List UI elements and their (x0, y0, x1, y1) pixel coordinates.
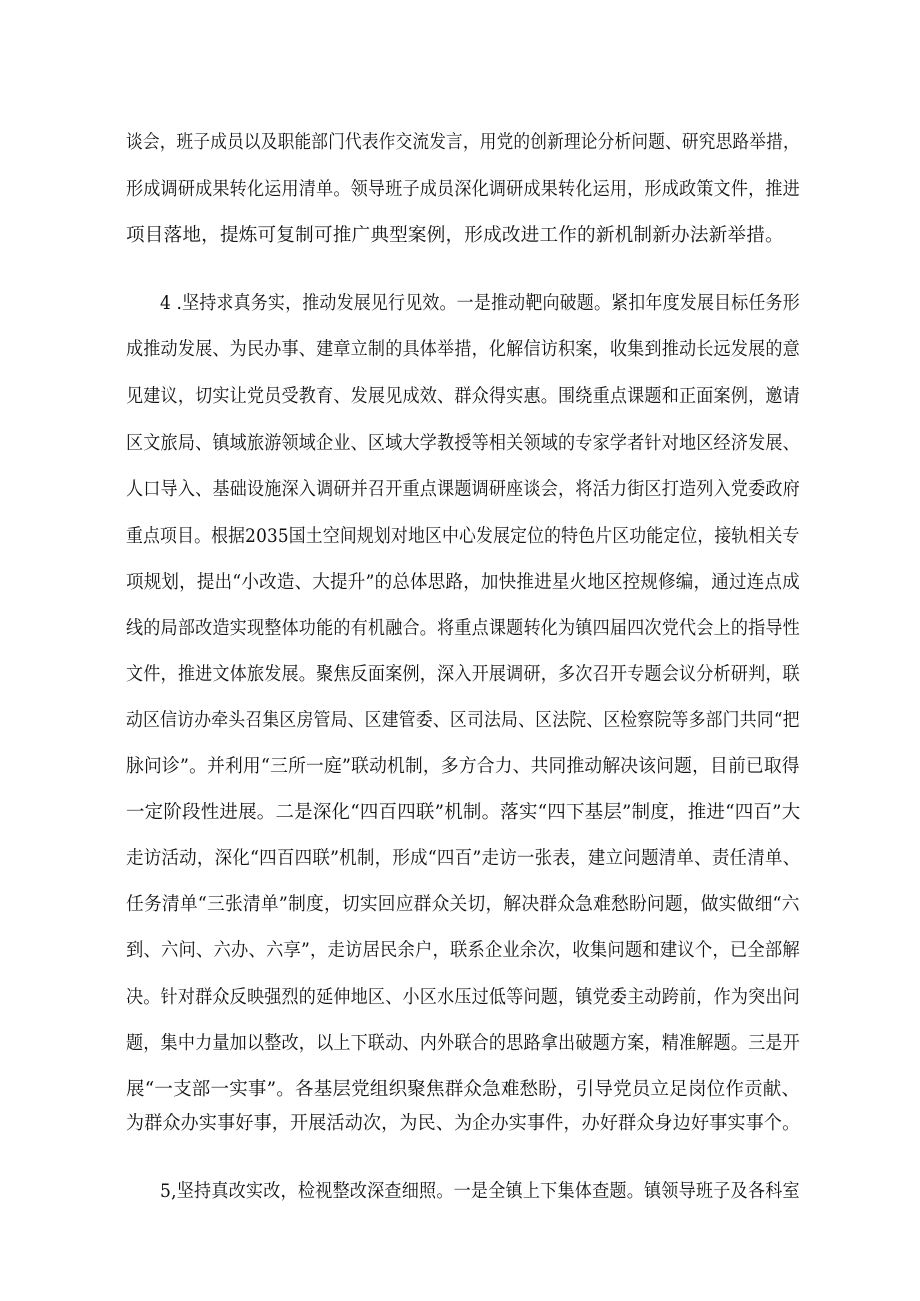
text-line: 题，集中力量加以整改，以上下联动、内外联合的思路拿出破题方案，精准解题。三是开 (126, 1033, 800, 1054)
text-line: 项目落地，提炼可复制可推广典型案例，形成改进工作的新机制新办法新举措。 (126, 225, 784, 246)
text-line: 区文旅局、镇域旅游领域企业、区域大学教授等相关领域的专家学者针对地区经济发展、 (126, 433, 800, 454)
text-line: 5,坚持真改实改，检视整改深查细照。一是全镇上下集体查题。镇领导班子及各科室 (160, 1181, 800, 1202)
text-line: 脉问诊”。并利用“三所一庭”联动机制，多方合力、共同推动解决该问题，目前已取得 (126, 756, 800, 777)
text-line: 展“一支部一实事”。各基层党组织聚焦群众急难愁盼，引导党员立足岗位作贡献、 (126, 1079, 801, 1100)
text-line: 一定阶段性进展。二是深化“四百四联”机制。落实“四下基层”制度，推进“四百”大 (126, 802, 801, 823)
text-line: 重点项目。根据2035国土空间规划对地区中心发展定位的特色片区功能定位，接轨相关专 (126, 526, 800, 547)
text-line: 谈会，班子成员以及职能部门代表作交流发言，用党的创新理论分析问题、研究思路举措， (126, 132, 800, 153)
text-line: 文件，推进文体旅发展。聚焦反面案例，深入开展调研，多次召开专题会议分析研判，联 (126, 664, 800, 685)
text-line: 动区信访办牵头召集区房管局、区建管委、区司法局、区法院、区检察院等多部门共同“把 (126, 710, 800, 731)
text-line: 走访活动，深化“四百四联”机制，形成“四百”走访一张表，建立问题清单、责任清单、 (126, 848, 801, 869)
text-line: 为群众办实事好事，开展活动次，为民、为企办实事件，办好群众身边好事实事个。 (126, 1113, 801, 1134)
text-line: 人口导入、基础设施深入调研并召开重点课题调研座谈会，将活力街区打造列入党委政府 (126, 479, 800, 500)
text-line: 任务清单“三张清单”制度，切实回应群众关切，解决群众急难愁盼问题，做实做细“六 (126, 894, 800, 915)
text-line: 线的局部改造实现整体功能的有机融合。将重点课题转化为镇四届四次党代会上的指导性 (126, 618, 800, 639)
text-line: 4 .坚持求真务实，推动发展见行见效。一是推动靶向破题。紧扣年度发展目标任务形 (160, 293, 800, 314)
text-line: 项规划，提出“小改造、大提升”的总体思路，加快推进星火地区控规修编，通过连点成 (126, 572, 800, 593)
text-line: 形成调研成果转化运用清单。领导班子成员深化调研成果转化运用，形成政策文件，推进 (126, 179, 800, 200)
text-line: 决。针对群众反映强烈的延伸地区、小区水压过低等问题，镇党委主动跨前，作为突出问 (126, 987, 800, 1008)
text-line: 见建议，切实让党员受教育、发展见成效、群众得实惠。围绕重点课题和正面案例，邀请 (126, 386, 800, 407)
text-line: 成推动发展、为民办事、建章立制的具体举措，化解信访积案，收集到推动长远发展的意 (126, 339, 800, 360)
text-line: 到、六问、六办、六享”，走访居民余户，联系企业余次，收集问题和建议个，已全部解 (126, 940, 800, 961)
